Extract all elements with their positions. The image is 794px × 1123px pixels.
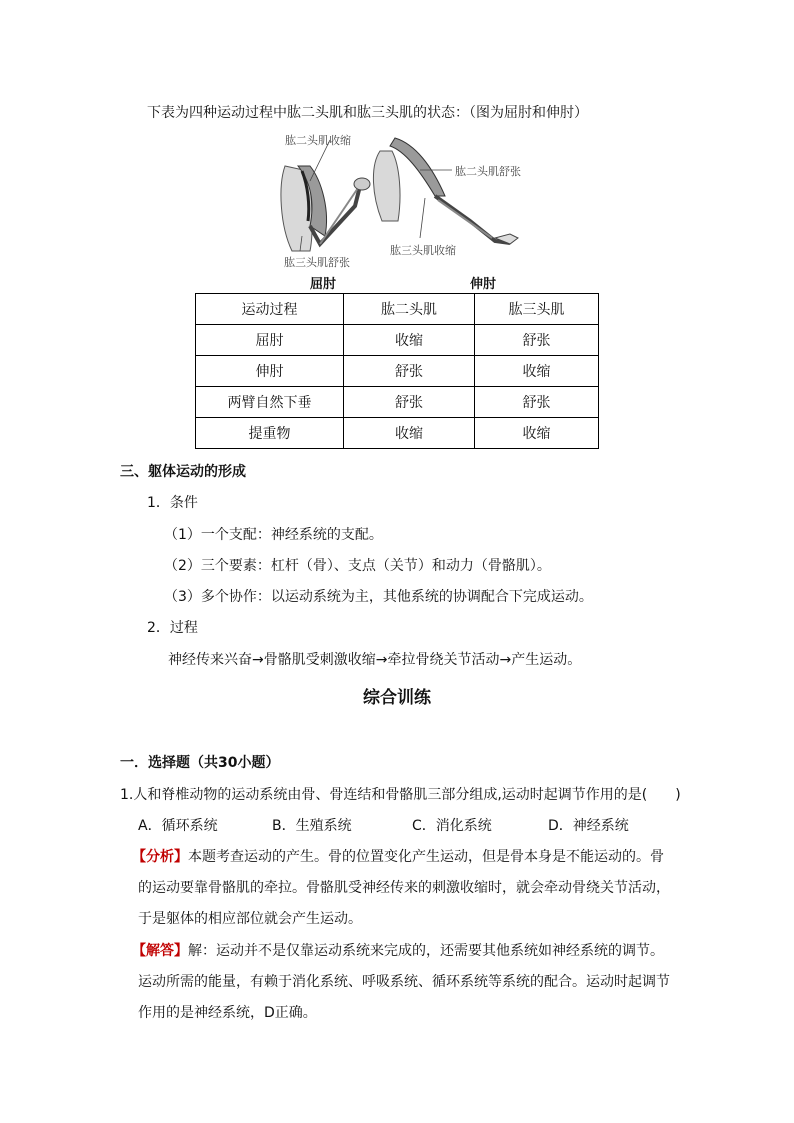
table-row (196, 387, 599, 418)
intro-text: 下表为四种运动过程中肱二头肌和肱三头肌的状态：（图为屈肘和伸肘） (147, 105, 588, 121)
analysis-line-1 (132, 846, 664, 866)
table-row (196, 356, 599, 387)
analysis-line-3: 于是躯体的相应部位就会产生运动。 (138, 911, 362, 927)
table-cell: 收缩 (344, 418, 475, 449)
table-cell: 舒张 (344, 387, 475, 418)
answer-line-3: 作用的是神经系统，D正确。 (138, 1005, 317, 1021)
muscle-state-table (195, 293, 599, 449)
table-header: 运动过程 (196, 294, 344, 325)
process-text: 神经传来兴奋→骨骼肌受刺激收缩→牵拉骨绕关节活动→产生运动。 (168, 652, 582, 668)
process-title: 2．过程 (147, 620, 198, 636)
part-heading: 一．选择题（共30小题） (120, 755, 280, 771)
condition-2: （2）三个要素：杠杆（骨）、支点（关节）和动力（骨骼肌）。 (164, 558, 551, 574)
table-cell: 舒张 (475, 387, 599, 418)
label-triceps-contract: 肱三头肌收缩 (390, 244, 456, 257)
label-biceps-contract: 肱二头肌收缩 (285, 134, 351, 147)
table-cell: 收缩 (344, 325, 475, 356)
option-a: A．循环系统 (138, 818, 218, 834)
table-cell: 提重物 (196, 418, 344, 449)
condition-1: （1）一个支配：神经系统的支配。 (164, 527, 383, 543)
table-cell: 舒张 (475, 325, 599, 356)
answer-line-2: 运动所需的能量，有赖于消化系统、呼吸系统、循环系统等系统的配合。运动时起调节 (138, 974, 670, 990)
answer-text: 解：运动并不是仅靠运动系统来完成的，还需要其他系统如神经系统的调节。 (188, 943, 664, 959)
label-biceps-relax: 肱二头肌舒张 (455, 165, 521, 178)
page-title: 综合训练 (363, 688, 431, 708)
table-header: 肱三头肌 (475, 294, 599, 325)
option-c: C．消化系统 (412, 818, 492, 834)
question-stem: 1.人和脊椎动物的运动系统由骨、骨连结和骨骼肌三部分组成,运动时起调节作用的是( ) (120, 787, 681, 803)
condition-title: 1．条件 (147, 495, 198, 511)
table-cell: 收缩 (475, 418, 599, 449)
analysis-text: 本题考查运动的产生。骨的位置变化产生运动，但是骨本身是不能运动的。骨 (188, 849, 664, 865)
label-triceps-relax: 肱三头肌舒张 (284, 256, 350, 269)
table-cell: 屈肘 (196, 325, 344, 356)
table-cell: 伸肘 (196, 356, 344, 387)
table-header: 肱二头肌 (344, 294, 475, 325)
table-header-row (196, 294, 599, 325)
section-heading: 三、躯体运动的形成 (120, 464, 246, 480)
arm-figure (270, 126, 530, 292)
table-cell: 两臂自然下垂 (196, 387, 344, 418)
analysis-line-2: 的运动要靠骨骼肌的牵拉。骨骼肌受神经传来的刺激收缩时，就会牵动骨绕关节活动， (138, 880, 670, 896)
table-row (196, 325, 599, 356)
caption-flex: 屈肘 (310, 277, 337, 292)
table-row (196, 418, 599, 449)
condition-3: （3）多个协作：以运动系统为主，其他系统的协调配合下完成运动。 (164, 589, 593, 605)
option-d: D．神经系统 (548, 818, 629, 834)
table-cell: 舒张 (344, 356, 475, 387)
answer-line-1 (132, 940, 664, 960)
analysis-tag: 【分析】 (132, 849, 188, 865)
answer-tag: 【解答】 (132, 943, 188, 959)
option-b: B．生殖系统 (272, 818, 352, 834)
table-cell: 收缩 (475, 356, 599, 387)
caption-extend: 伸肘 (470, 277, 497, 292)
